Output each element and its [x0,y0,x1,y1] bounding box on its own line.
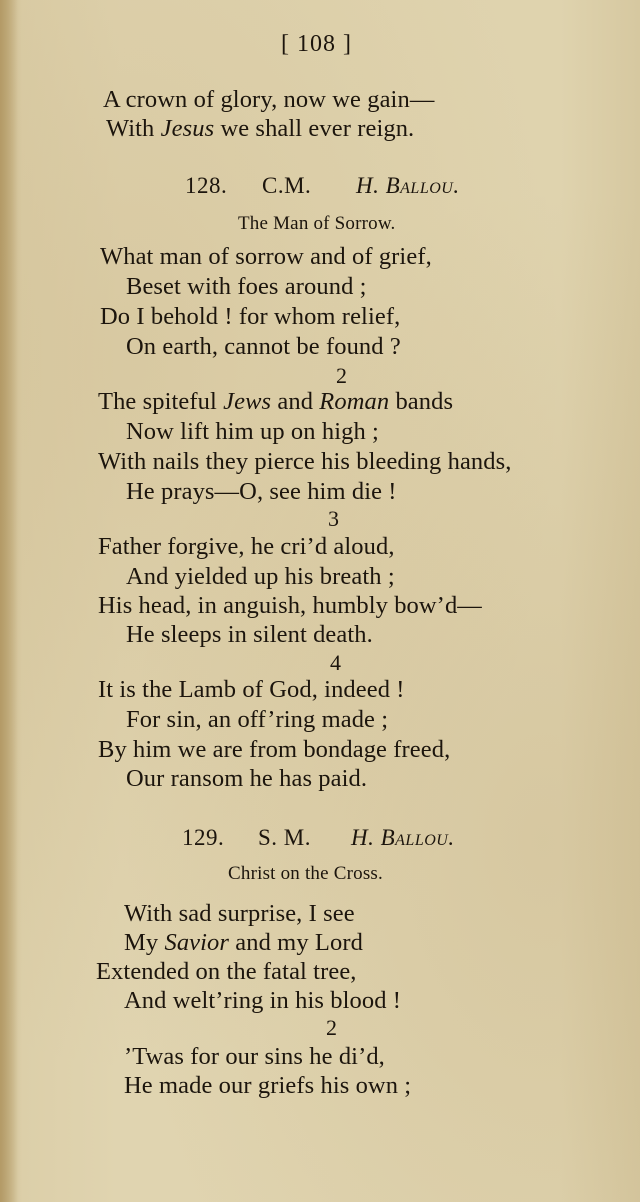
hymn-author: H. Ballou. [356,173,460,198]
hymn-number: 129. [182,825,225,850]
stanza-number: 4 [330,650,342,675]
verse-line: For sin, an off’ring made ; [126,706,389,733]
verse-line: Do I behold ! for whom relief, [100,303,401,330]
page-number: [ 108 ] [281,31,352,57]
verse-line: Extended on the fatal tree, [96,958,357,985]
verse-line: With nails they pierce his bleeding hands, [98,448,512,475]
verse-line: ’Twas for our sins he di’d, [124,1043,385,1070]
hymn-author: H. Ballou. [351,825,455,850]
verse-line: A crown of glory, now we gain— [103,86,435,113]
verse-line: Our ransom he has paid. [126,765,368,792]
verse-line: And welt’ring in his blood ! [124,987,402,1014]
verse-line: Beset with foes around ; [126,273,367,300]
verse-line: And yielded up his breath ; [126,563,395,590]
hymn-title: Christ on the Cross. [228,863,383,884]
page-edge-shadow [0,0,18,1202]
verse-line: The spiteful Jews and Roman bands [98,388,454,415]
stanza-number: 3 [328,506,340,531]
verse-line: Father forgive, he cri’d aloud, [98,533,395,560]
hymn-title: The Man of Sorrow. [238,213,396,234]
stanza-number: 2 [336,363,348,388]
verse-line: Now lift him up on high ; [126,418,379,445]
verse-line: He sleeps in silent death. [126,621,373,648]
verse-line: By him we are from bondage freed, [98,736,451,763]
verse-line: His head, in anguish, humbly bow’d— [98,592,482,619]
verse-line: On earth, cannot be found ? [126,333,401,360]
hymn-number: 128. [185,173,228,198]
stanza-number: 2 [326,1015,338,1040]
verse-line: What man of sorrow and of grief, [100,243,432,270]
verse-line: With Jesus we shall ever reign. [106,115,415,142]
verse-line: He made our griefs his own ; [124,1072,412,1099]
hymn-meter: S. M. [258,825,311,850]
verse-line: It is the Lamb of God, indeed ! [98,676,405,703]
verse-line: My Savior and my Lord [124,929,363,956]
verse-line: With sad surprise, I see [124,900,355,927]
hymn-meter: C.M. [262,173,312,198]
verse-line: He prays—O, see him die ! [126,478,397,505]
